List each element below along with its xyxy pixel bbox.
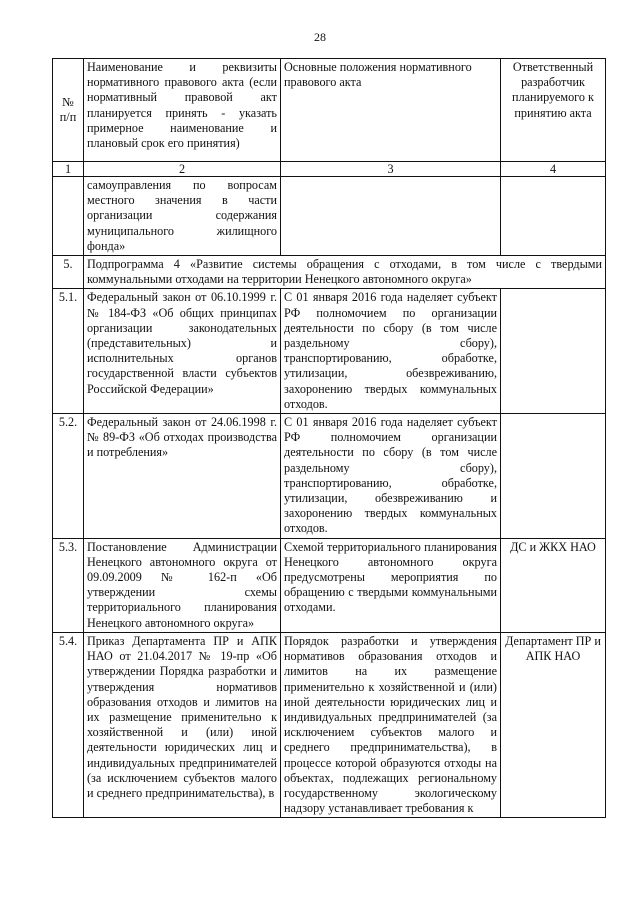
column-index: 3 [281, 162, 501, 177]
column-index: 2 [84, 162, 281, 177]
row-number: 5.1. [53, 289, 84, 414]
row-responsible: ДС и ЖКХ НАО [501, 538, 606, 632]
row-number: 5.3. [53, 538, 84, 632]
section-number: 5. [53, 256, 84, 289]
table-row [53, 632, 606, 817]
column-index: 4 [501, 162, 606, 177]
row-act: Федеральный закон от 06.10.1999 г. № 184-ФЗ «Об общих принципах организации законодательных (представительных) и исполнительных органов государственной власти субъектов Российской Федерации» [84, 289, 281, 414]
header-act-name: Наименование и реквизиты нормативного правового акта (если нормативный правовой акт планируется принять - указать примерное наименование и плановый срок его принятия) [84, 59, 281, 162]
table-row [53, 414, 606, 539]
row-provisions: С 01 января 2016 года наделяет субъект РФ полномочием организации деятельности по сбору (в том числе раздельному сбору), транспортированию, обработке, утилизации, обезвреживанию и захоронению твердых коммунальных отходов. [281, 414, 501, 539]
row-provisions: С 01 января 2016 года наделяет субъект РФ полномочием по организации деятельности по сбору (в том числе раздельному сбору), транспортированию, обработке, утилизации, обезвреживанию, захоронению твердых коммунальных отходов. [281, 289, 501, 414]
row-responsible [501, 414, 606, 539]
header-provisions: Основные положения нормативного правового акта [281, 59, 501, 162]
row-act: Федеральный закон от 24.06.1998 г. № 89-ФЗ «Об отходах производства и потребления» [84, 414, 281, 539]
section-title: Подпрограмма 4 «Развитие системы обращения с отходами, в том числе с твердыми коммунальными отходами на территории Ненецкого автономного округа» [84, 256, 606, 289]
header-number: № п/п [53, 59, 84, 162]
row-act: Приказ Департамента ПР и АПК НАО от 21.04.2017 № 19-пр «Об утверждении Порядка разработки и утверждения нормативов образования отходов и лимитов на их размещение применительно к хозяйственной и (или) иной деятельности юридических лиц и индивидуальных предпринимателей (за исключением субъектов малого и среднего предпринимательства), в [84, 632, 281, 817]
section-row [53, 256, 606, 289]
table-row [53, 538, 606, 632]
table-row [53, 289, 606, 414]
continued-row [53, 177, 606, 256]
page-number: 28 [314, 30, 326, 44]
table-header-row [53, 59, 606, 162]
row-responsible: Департамент ПР и АПК НАО [501, 632, 606, 817]
legal-acts-table [52, 58, 606, 818]
row-act: Постановление Администрации Ненецкого автономного округа от 09.09.2009 № 162-п «Об утверждении схемы территориального планирования Ненецкого автономного округа» [84, 538, 281, 632]
row-provisions: Порядок разработки и утверждения нормативов образования отходов и лимитов на их размещение применительно к хозяйственной и (или) иной деятельности юридических лиц и индивидуальных предпринимателей (за исключением субъектов малого и среднего предпринимательства), в процессе которой образуются отходы на объектах, подлежащих региональному государственному экологическому надзору устанавливает требования к [281, 632, 501, 817]
header-responsible: Ответственный разработчик планируемого к принятию акта [501, 59, 606, 162]
row-provisions: Схемой территориального планирования Ненецкого автономного округа предусмотрены мероприятия по обращению с твердыми коммунальными отходами. [281, 538, 501, 632]
column-index: 1 [53, 162, 84, 177]
row-number: 5.4. [53, 632, 84, 817]
continued-act-text: самоуправления по вопросам местного значения в части организации содержания муниципального жилищного фонда» [84, 177, 281, 256]
row-responsible [501, 289, 606, 414]
column-index-row [53, 162, 606, 177]
row-number: 5.2. [53, 414, 84, 539]
